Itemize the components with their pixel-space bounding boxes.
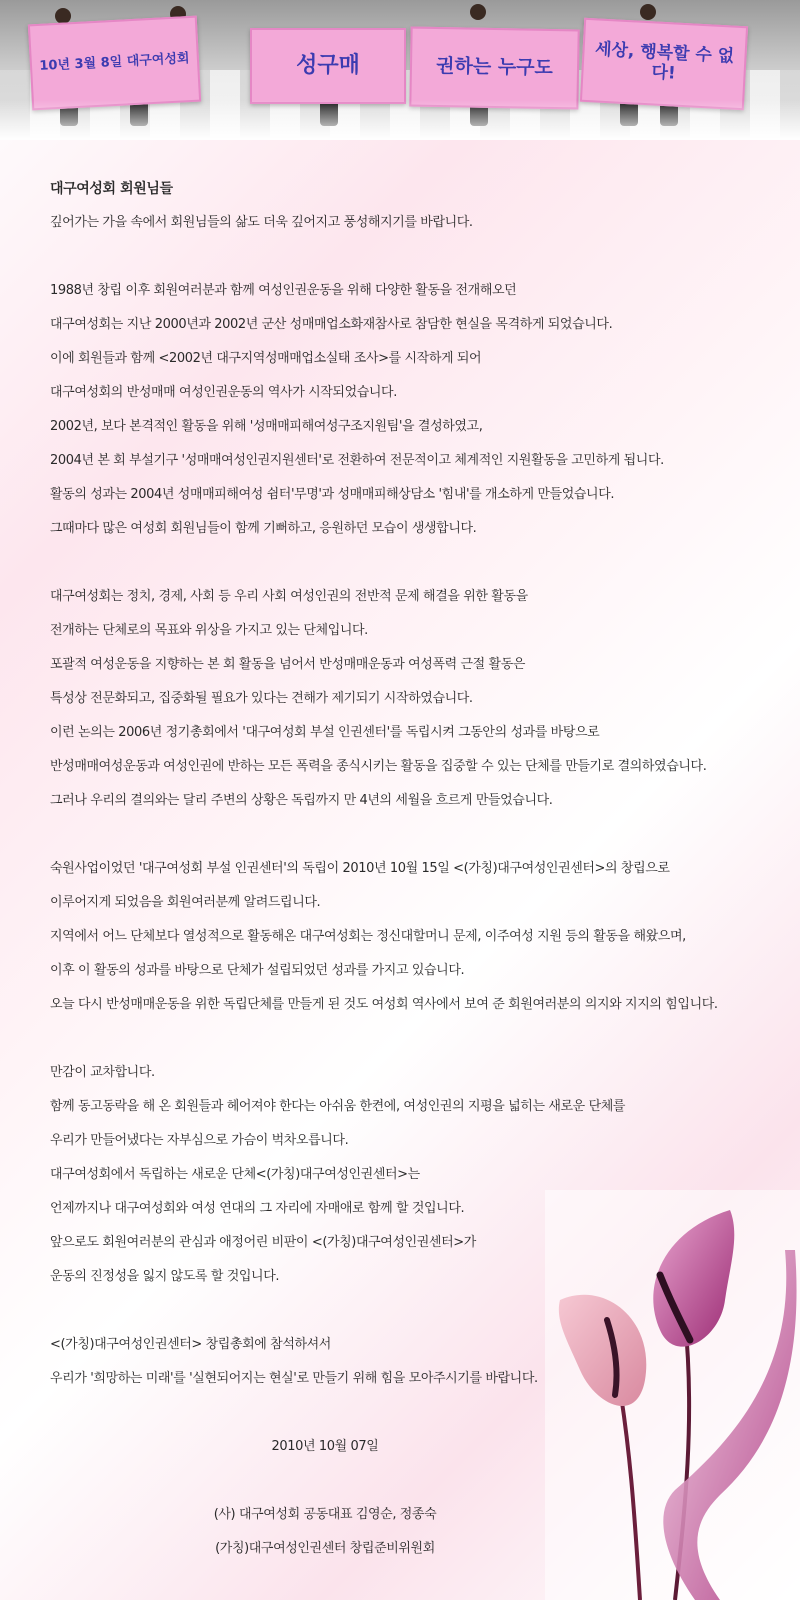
text-line: 지역에서 어느 단체보다 열성적으로 활동해온 대구여성회는 정신대할머니 문제, 이주여성 지원 등의 활동을 해왔으며, <box>50 929 686 944</box>
text-line: 앞으로도 회원여러분의 관심과 애정어린 비판이 <(가칭)대구여성인권센터>가 <box>50 1235 476 1250</box>
paragraph-history <box>50 274 750 546</box>
protest-sign-3: 권하는 누구도 <box>409 27 579 110</box>
text-line: 대구여성회에서 독립하는 새로운 단체<(가칭)대구여성인권센터>는 <box>50 1167 420 1182</box>
letter-date: 2010년 10월 07일 <box>271 1439 379 1454</box>
text-line: 이후 이 활동의 성과를 바탕으로 단체가 설립되었던 성과를 가지고 있습니다. <box>50 963 465 978</box>
text-line: <(가칭)대구여성인권센터> 창립총회에 참석하셔서 <box>50 1337 331 1352</box>
text-line: 이루어지게 되었음을 회원여러분께 알려드립니다. <box>50 895 321 910</box>
text-line: 이런 논의는 2006년 정기총회에서 '대구여성회 부설 인권센터'를 독립시켜 그동안의 성과를 바탕으로 <box>50 725 600 740</box>
text-line: 그때마다 많은 여성회 회원님들이 함께 기뻐하고, 응원하던 모습이 생생합니다. <box>50 521 477 536</box>
text-line: 전개하는 단체로의 목표와 위상을 가지고 있는 단체입니다. <box>50 623 368 638</box>
text-line: 대구여성회는 정치, 경제, 사회 등 우리 사회 여성인권의 전반적 문제 해결을 위한 활동을 <box>50 589 528 604</box>
text-line: 함께 동고동락을 해 온 회원들과 헤어져야 한다는 아쉬움 한켠에, 여성인권의 지평을 넓히는 새로운 단체를 <box>50 1099 626 1114</box>
banner-photo <box>0 0 800 140</box>
text-line: 2004년 본 회 부설기구 '성매매여성인권지원센터'로 전환하여 전문적이고 체계적인 지원활동을 고민하게 됩니다. <box>50 453 664 468</box>
text-line: 언제까지나 대구여성회와 여성 연대의 그 자리에 자매애로 함께 할 것입니다. <box>50 1201 465 1216</box>
text-line: 숙원사업이었던 '대구여성회 부설 인권센터'의 독립이 2010년 10월 15일 <(가칭)대구여성인권센터>의 창립으로 <box>50 861 670 876</box>
text-line: 오늘 다시 반성매매운동을 위한 독립단체를 만들게 된 것도 여성회 역사에서 보여 준 회원여러분의 의지와 지지의 힘입니다. <box>50 997 718 1012</box>
letter-title: 대구여성회 회원님들 <box>50 181 173 197</box>
paragraph-mission <box>50 580 750 818</box>
anthurium-flower-illustration <box>545 1190 800 1600</box>
text-line: 특성상 전문화되고, 집중화될 필요가 있다는 견해가 제기되기 시작하였습니다. <box>50 691 473 706</box>
text-line: 운동의 진정성을 잃지 않도록 할 것입니다. <box>50 1269 280 1284</box>
paragraph-independence <box>50 852 750 1022</box>
text-line: 그러나 우리의 결의와는 달리 주변의 상황은 독립까지 만 4년의 세월을 흐르게 만들었습니다. <box>50 793 553 808</box>
text-line: 2002년, 보다 본격적인 활동을 위해 '성매매피해여성구조지원팀'을 결성하였고, <box>50 419 483 434</box>
text-line: 우리가 만들어냈다는 자부심으로 가슴이 벅차오릅니다. <box>50 1133 349 1148</box>
greeting: 깊어가는 가을 속에서 회원님들의 삶도 더욱 깊어지고 풍성해지기를 바랍니다. <box>50 215 473 230</box>
text-line: 대구여성회의 반성매매 여성인권운동의 역사가 시작되었습니다. <box>50 385 397 400</box>
signature-organization: (사) 대구여성회 공동대표 김영순, 정종숙 <box>213 1507 437 1522</box>
protest-sign-2: 성구매 <box>250 28 406 104</box>
protest-sign-4: 세상, 행복할 수 없다! <box>580 18 748 110</box>
text-line: 활동의 성과는 2004년 성매매피해여성 쉼터'무명'과 성매매피해상담소 '힘내'를 개소하게 만들었습니다. <box>50 487 615 502</box>
text-line: 대구여성회는 지난 2000년과 2002년 군산 성매매업소화재참사로 참담한 현실을 목격하게 되었습니다. <box>50 317 613 332</box>
text-line: 포괄적 여성운동을 지향하는 본 회 활동을 넘어서 반성매매운동과 여성폭력 근절 활동은 <box>50 657 526 672</box>
text-line: 1988년 창립 이후 회원여러분과 함께 여성인권운동을 위해 다양한 활동을 전개해오던 <box>50 283 517 298</box>
protest-sign-1: 10년 3월 8일 대구여성회 <box>28 16 201 111</box>
signature-committee: (가칭)대구여성인권센터 창립준비위원회 <box>215 1541 435 1556</box>
text-line: 반성매매여성운동과 여성인권에 반하는 모든 폭력을 종식시키는 활동을 집중할 수 있는 단체를 만들기로 결의하였습니다. <box>50 759 707 774</box>
text-line: 우리가 '희망하는 미래'를 '실현되어지는 현실'로 만들기 위해 힘을 모아주시기를 바랍니다. <box>50 1371 538 1386</box>
text-line: 이에 회원들과 함께 <2002년 대구지역성매매업소실태 조사>를 시작하게 되어 <box>50 351 482 366</box>
text-line: 만감이 교차합니다. <box>50 1065 155 1080</box>
